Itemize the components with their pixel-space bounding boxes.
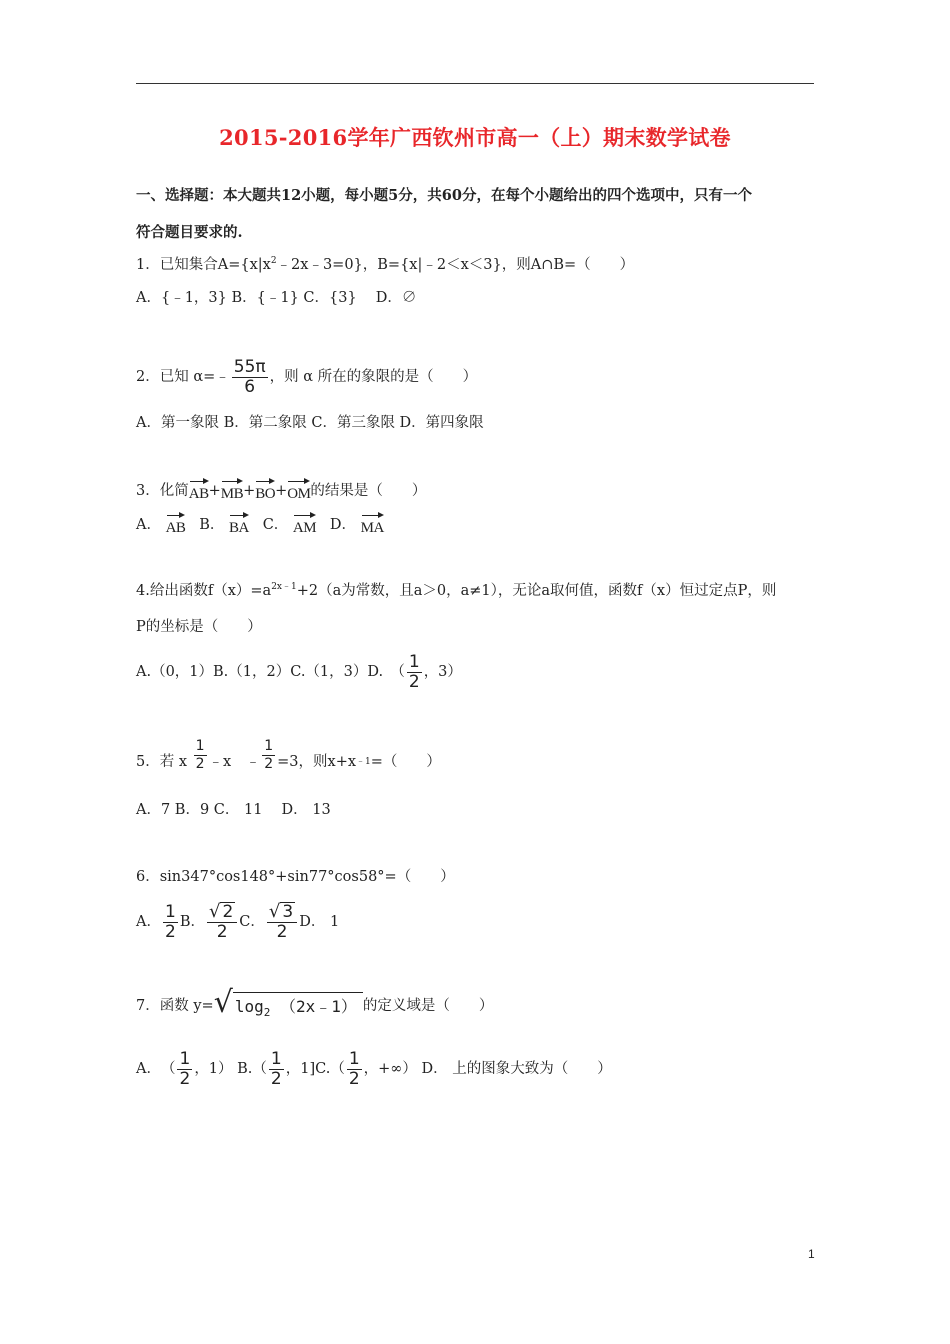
section-heading-line1: 一、选择题：本大题共12小题，每小题5分，共60分，在每个小题给出的四个选项中，只有一个 [136,187,752,204]
q2-fraction [232,358,268,397]
q7-fraction-numerator: 1 [270,1048,282,1069]
q3-option-vector: AB [166,512,186,538]
q3-stem-part: 3．化简 [136,483,189,499]
question-4-stem-line2: P的坐标是（ ） [136,619,262,635]
q6-radicand: 3 [282,902,294,922]
header-rule [136,83,814,84]
q5-stem-part: 5．若 x [136,754,188,770]
q5-stem-part: =3，则x+x [277,754,357,770]
q7-log-argument: （2x﹣1） [279,996,357,1016]
question-7-options [136,1047,612,1091]
q3-plus: + [208,483,221,499]
q5-stem-part: =（ ） [370,754,441,770]
question-2-stem [136,355,477,399]
question-3-stem [136,478,426,504]
q4-fraction-numerator: 1 [408,651,420,672]
q4-options-part: A.（0，1）B.（1，2）C.（1，3）D. （ [136,664,405,680]
q6-fraction-denominator: 2 [276,922,288,942]
q6-option-a-fraction [163,903,178,942]
q2-stem-part: ，则 α 所在的象限的是（ ） [269,369,478,385]
q6-fraction-denominator: 2 [216,922,228,942]
q7-log-base: 2 [263,1006,271,1020]
sqrt-icon: √ [208,901,221,922]
q6-option-b-fraction [207,902,237,942]
section-heading-line2: 符合题目要求的. [136,224,243,241]
q6-option-label: D． 1 [299,914,340,930]
q4-fraction-denominator: 2 [408,671,420,692]
q6-radicand: 2 [222,902,234,922]
q4-superscript: 2x﹣1 [271,582,297,592]
q6-option-label: C． [239,914,265,930]
question-6-options [136,897,339,947]
q7-log: log [234,996,264,1016]
q3-plus: + [275,483,288,499]
q7-option-part: A． （ [136,1061,176,1077]
question-2-options: A．第一象限 B．第二象限 C．第三象限 D．第四象限 [136,415,484,431]
q3-option-label: A． [136,517,161,533]
question-1-stem [136,255,634,275]
question-3-options [136,512,384,538]
question-5-options: A．7 B．9 C． 11 D． 13 [136,802,331,818]
q3-option-label: B． [199,517,225,533]
q7-option-a-fraction [177,1050,192,1089]
question-1-options: A．{﹣1，3} B．{﹣1} C．{3} D．∅ [136,290,417,306]
q4-stem-part: +2（a为常数，且a＞0，a≠1），无论a取何值，函数f（x）恒过定点P，则 [296,583,777,599]
q3-option-label: C． [262,517,289,533]
question-4-stem-line1 [136,581,776,601]
q5-exponent-fraction [194,738,207,773]
q7-fraction-numerator: 1 [348,1048,360,1069]
q1-stem-part: 1．已知集合A={x|x [136,257,271,273]
q5-stem-part: ﹣x ﹣ [208,754,261,770]
q5-exponent-fraction [262,738,275,773]
sqrt-icon: √ [268,901,281,922]
q7-option-c-fraction [347,1050,362,1089]
q3-option-vector: MA [361,512,384,538]
q7-option-part: ，1） B.（ [194,1061,267,1077]
q7-radicand [233,992,363,1024]
q7-stem-part: 7．函数 y= [136,998,214,1014]
page-title: 2015-2016学年广西钦州市高一（上）期末数学试卷 [219,125,731,150]
question-6-stem: 6．sin347°cos148°+sin77°cos58°=（ ） [136,869,455,885]
q7-fraction-denominator: 2 [270,1068,282,1089]
q7-option-part: ，1]C.（ [285,1061,345,1077]
page-number: 1 [808,1247,815,1261]
q3-vector: MB [221,478,243,504]
q6-option-c-fraction [267,902,297,942]
question-7-stem [136,986,493,1026]
q7-option-part: ，+∞） D． 上的图象大致为（ ） [363,1061,612,1077]
q1-superscript: 2 [270,256,277,266]
q4-stem-part: 4.给出函数f（x）=a [136,583,272,599]
q3-vector: BO [255,478,275,504]
q3-option-vector: BA [229,512,249,538]
q5-fraction-numerator: 1 [264,737,274,754]
q7-stem-part: 的定义域是（ ） [362,998,494,1014]
q7-fraction-denominator: 2 [179,1068,191,1089]
q5-fraction-denominator: 2 [195,755,205,772]
q3-option-vector: AM [293,512,316,538]
q6-option-label: A． [136,914,161,930]
q2-fraction-denominator: 6 [244,376,256,397]
q5-fraction-denominator: 2 [264,755,274,772]
question-5-stem: 5．若 x $\frac{1}{2}$ ﹣x ﹣ $\frac{1}{2}$ =3，则x+x ﹣1 =（ ） [136,737,441,772]
q1-stem-part: ﹣2x﹣3=0}，B={x|﹣2＜x＜3}，则A∩B=（ ） [276,257,635,273]
sqrt-icon: √ [213,984,233,1020]
question-4-options [136,650,462,694]
q3-stem-part: 的结果是（ ） [310,483,427,499]
q3-vector: OM [287,478,310,504]
q6-option-label: B． [179,914,205,930]
q7-fraction-denominator: 2 [348,1068,360,1089]
q4-options-part: ，3） [423,664,462,680]
q3-plus: + [243,483,256,499]
q7-fraction-numerator: 1 [179,1048,191,1069]
q6-fraction-denominator: 2 [164,921,176,942]
q7-option-b-fraction [269,1050,284,1089]
q3-vector: AB [189,478,209,504]
q2-fraction-numerator: 55π [233,356,266,377]
q3-option-label: D． [329,517,357,533]
q4-fraction [407,653,422,692]
q5-fraction-numerator: 1 [195,737,205,754]
q2-stem-part: 2．已知 α=﹣ [136,369,230,385]
q6-fraction-numerator: 1 [164,901,176,922]
q7-sqrt-expression [213,984,363,1024]
